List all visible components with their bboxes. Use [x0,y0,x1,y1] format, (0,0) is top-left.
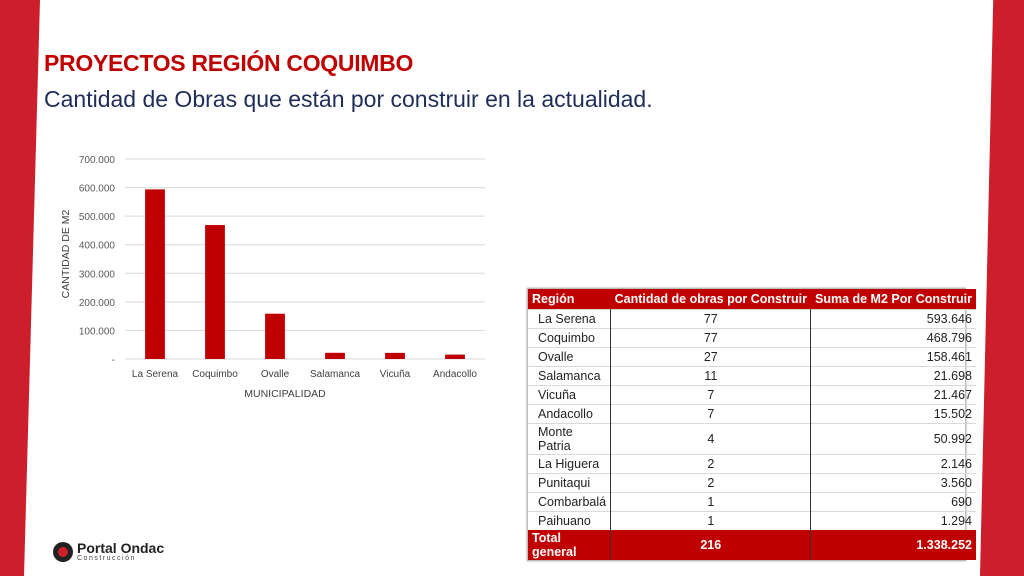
cell-region: Andacollo [528,405,611,424]
logo-icon [53,542,73,562]
x-tick-label: Andacollo [433,369,477,380]
y-tick-label: 200.000 [78,297,115,309]
cell-region: Salamanca [528,367,611,386]
slide-title: PROYECTOS REGIÓN COQUIMBO [44,50,414,76]
cell-count: 2 [611,455,811,474]
cell-count: 27 [611,348,811,367]
y-tick-label: 700.000 [78,155,115,166]
table-row [528,405,976,424]
cell-sum: 468.796 [811,329,976,348]
table-row [528,424,976,455]
table-row [528,455,976,474]
table-row [528,348,976,367]
table-row [528,512,976,531]
cell-region: La Serena [528,310,611,329]
cell-count: 11 [611,367,811,386]
cell-sum: 593.646 [811,310,976,329]
header-region: Región [528,289,611,310]
header-count: Cantidad de obras por Construir [611,289,811,310]
y-tick-label: 600.000 [78,183,115,195]
y-tick-label: 300.000 [78,269,115,281]
x-tick-label: La Serena [131,369,179,380]
cell-sum: 21.467 [811,386,976,405]
table-header-row [528,289,976,310]
left-red-band [0,0,40,576]
cell-count: 4 [611,424,811,455]
table-row [528,474,976,493]
y-axis-label: CANTIDAD DE M2 [60,209,72,299]
header-sum: Suma de M2 Por Construir [811,289,976,310]
cell-sum: 50.992 [811,424,976,455]
total-sum: 1.338.252 [811,530,976,560]
bar-chart [40,145,500,415]
summary-table-wrapper [527,288,972,561]
y-tick-label: 400.000 [78,240,115,252]
logo-subtitle: Construcción [77,555,136,562]
cell-sum: 2.146 [811,455,976,474]
logo-name: Portal Ondac [77,540,165,556]
cell-region: Monte Patria [528,424,611,455]
right-red-band [980,0,1024,576]
cell-sum: 1.294 [811,512,976,531]
y-tick-label: 500.000 [78,212,115,224]
table-row [528,367,976,386]
total-label: Total general [528,530,611,560]
cell-region: La Higuera [528,455,611,474]
table-total-row [528,530,976,560]
table-row [528,310,976,329]
table-row [528,329,976,348]
x-axis-label: MUNICIPALIDAD [244,388,326,400]
cell-region: Vicuña [528,386,611,405]
x-tick-label: Coquimbo [192,369,238,380]
cell-count: 77 [611,329,811,348]
cell-count: 7 [611,405,811,424]
cell-region: Coquimbo [528,329,611,348]
summary-table [528,289,976,560]
bar-andacollo [445,355,465,359]
cell-sum: 21.698 [811,367,976,386]
cell-count: 77 [611,310,811,329]
x-tick-label: Salamanca [309,369,361,380]
cell-sum: 15.502 [811,405,976,424]
cell-sum: 690 [811,493,976,512]
cell-sum: 158.461 [811,348,976,367]
y-tick-label: 100.000 [78,326,115,338]
cell-sum: 3.560 [811,474,976,493]
cell-region: Paihuano [528,512,611,531]
bar-laserena [145,189,165,359]
cell-count: 7 [611,386,811,405]
table-row [528,493,976,512]
bar-salamanca [325,353,345,359]
bar-vicua [385,353,405,359]
cell-region: Combarbalá [528,493,611,512]
cell-count: 1 [611,512,811,531]
cell-count: 1 [611,493,811,512]
cell-region: Punitaqui [528,474,611,493]
portal-ondac-logo [53,541,164,562]
bar-coquimbo [205,225,225,359]
x-tick-label: Vicuña [379,369,411,380]
table-row [528,386,976,405]
total-count: 216 [611,530,811,560]
cell-count: 2 [611,474,811,493]
bar-ovalle [265,314,285,359]
cell-region: Ovalle [528,348,611,367]
y-tick-label: - [111,355,115,366]
slide-subtitle: Cantidad de Obras que están por construir en la actualidad. [44,86,653,112]
x-tick-label: Ovalle [260,369,290,380]
